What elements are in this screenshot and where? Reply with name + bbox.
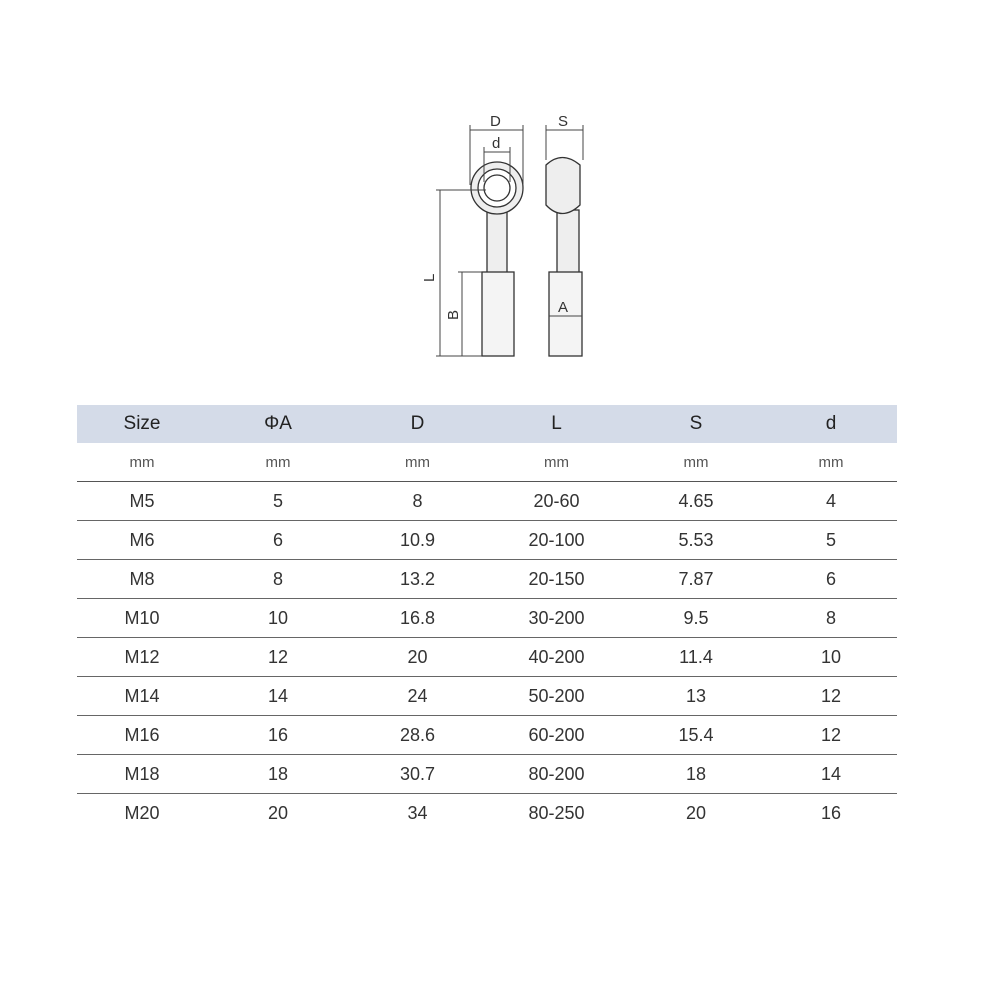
header-eye-diameter: D (349, 405, 486, 443)
side-view (546, 158, 582, 357)
table-row (77, 638, 897, 677)
table-cell: 10 (765, 638, 897, 677)
unit-cell: mm (77, 443, 207, 482)
table-cell: 18 (207, 755, 349, 794)
table-cell: 40-200 (486, 638, 627, 677)
table-cell: M16 (77, 716, 207, 755)
shank-side (557, 210, 579, 275)
label-A: A (558, 299, 569, 316)
table-cell: 5 (765, 521, 897, 560)
thread-front (482, 272, 514, 356)
table-cell: 60-200 (486, 716, 627, 755)
table-cell: 14 (765, 755, 897, 794)
table-cell: 10.9 (349, 521, 486, 560)
table-row (77, 755, 897, 794)
table-cell: M18 (77, 755, 207, 794)
table-row (77, 482, 897, 521)
table-cell: 8 (765, 599, 897, 638)
table-cell: 12 (765, 677, 897, 716)
table-cell: 28.6 (349, 716, 486, 755)
table-cell: 5 (207, 482, 349, 521)
table-cell: 20-100 (486, 521, 627, 560)
table-cell: 20-150 (486, 560, 627, 599)
table-cell: 16 (820, 802, 842, 823)
table-cell: 18 (627, 755, 765, 794)
table-cell: 6 (765, 560, 897, 599)
table-cell: M5 (77, 482, 207, 521)
eye-inner (484, 175, 510, 201)
table-cell: 13.2 (349, 560, 486, 599)
table-cell: 5.53 (627, 521, 765, 560)
label-d: d (492, 135, 501, 152)
header-thickness: S (627, 405, 765, 443)
eye-side (546, 158, 580, 214)
table-cell: M20 (124, 802, 160, 823)
table-cell: 9.5 (627, 599, 765, 638)
table-row (77, 521, 897, 560)
header-length: L (486, 405, 627, 443)
table-row (77, 677, 897, 716)
table-cell: 4.65 (627, 482, 765, 521)
front-view (471, 162, 523, 356)
table-cell: M10 (77, 599, 207, 638)
table-row (77, 716, 897, 755)
header-size: Size (77, 405, 207, 443)
header-hole-diameter: d (765, 405, 897, 443)
table-cell: 8 (207, 560, 349, 599)
table-cell: 15.4 (627, 716, 765, 755)
header-row (77, 405, 897, 443)
shank-front (487, 210, 507, 275)
table-cell: 80-250 (528, 802, 585, 823)
table-cell: M14 (77, 677, 207, 716)
eye-bolt-drawing (400, 100, 620, 375)
table-cell: 20-60 (486, 482, 627, 521)
label-S: S (558, 113, 569, 130)
table-row (77, 599, 897, 638)
unit-cell: mm (207, 443, 349, 482)
unit-cell: mm (627, 443, 765, 482)
table-cell: M8 (77, 560, 207, 599)
table-cell: 12 (207, 638, 349, 677)
header-thread-diameter: ΦA (207, 405, 349, 443)
table-cell: 34 (407, 802, 428, 823)
label-D: D (490, 113, 501, 130)
table-cell: 20 (267, 802, 289, 823)
table-cell: 6 (207, 521, 349, 560)
units-row (77, 443, 897, 482)
unit-cell: mm (486, 443, 627, 482)
table-cell: 16 (207, 716, 349, 755)
table-cell: 24 (349, 677, 486, 716)
table-row (77, 794, 897, 833)
table-cell: 20 (349, 638, 486, 677)
table-cell: M6 (77, 521, 207, 560)
label-L: L (421, 273, 438, 282)
spec-table (77, 405, 897, 832)
table-cell: 11.4 (627, 638, 765, 677)
table-cell: 16.8 (349, 599, 486, 638)
table-cell: 30-200 (486, 599, 627, 638)
table-cell: 80-200 (486, 755, 627, 794)
unit-cell: mm (765, 443, 897, 482)
table-cell: 20 (685, 802, 707, 823)
table-cell: 10 (207, 599, 349, 638)
table-cell: 13 (627, 677, 765, 716)
table-cell: 14 (207, 677, 349, 716)
table-cell: 7.87 (627, 560, 765, 599)
table-cell: 4 (765, 482, 897, 521)
label-B: B (445, 309, 462, 320)
table-cell: 12 (765, 716, 897, 755)
table-cell: 30.7 (349, 755, 486, 794)
table-cell: 50-200 (486, 677, 627, 716)
unit-cell: mm (349, 443, 486, 482)
table-cell: M12 (77, 638, 207, 677)
table-cell: 8 (349, 482, 486, 521)
table-row (77, 560, 897, 599)
